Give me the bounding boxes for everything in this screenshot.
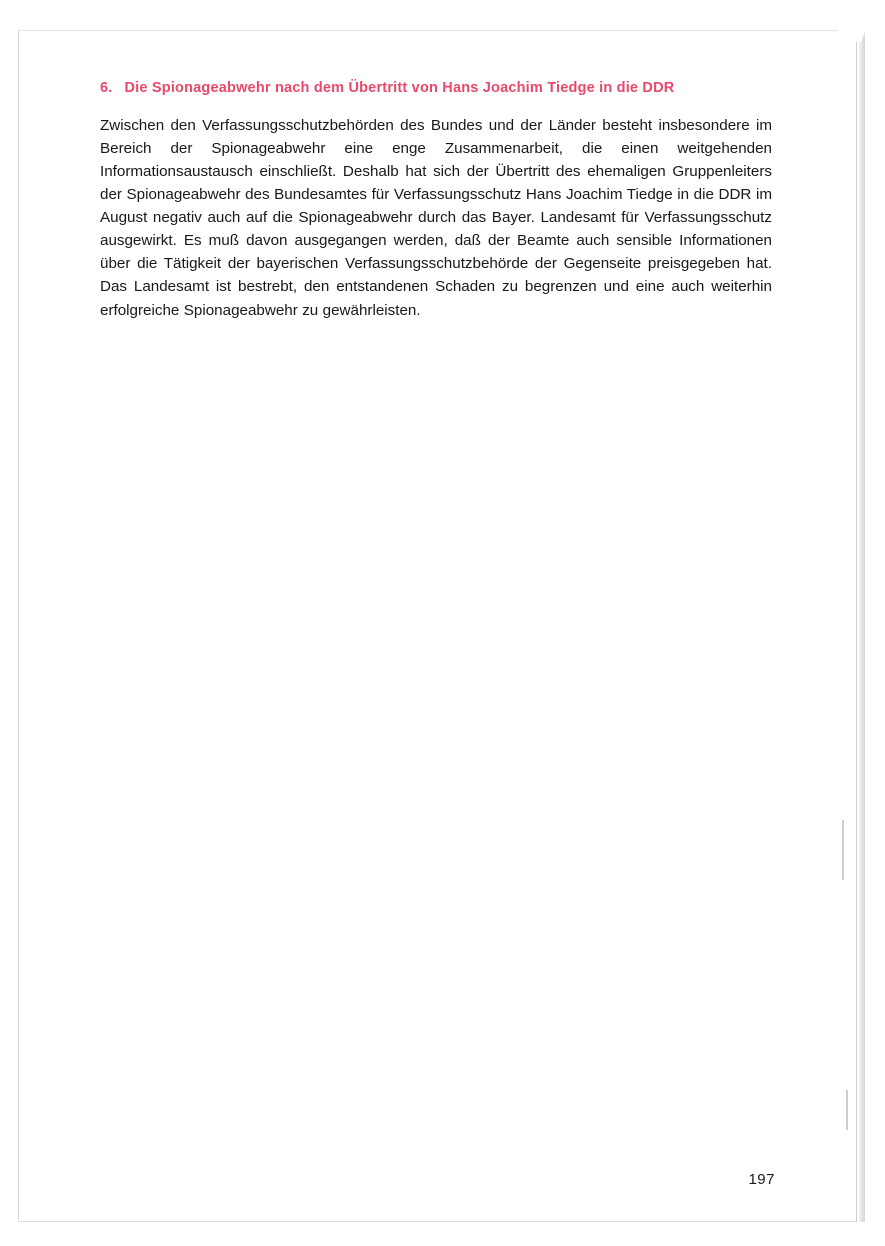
- page-edge-top: [18, 30, 856, 31]
- page-edge-bottom: [18, 1221, 856, 1222]
- page-edge-right: [856, 22, 857, 1222]
- page-edge-left: [18, 30, 19, 1220]
- section-title: Die Spionageabwehr nach dem Übertritt von Hans Joachim Tiedge in die DDR: [124, 80, 675, 96]
- page-number: 197: [748, 1171, 775, 1188]
- scan-speck: [842, 820, 844, 880]
- scan-speck: [846, 1090, 848, 1130]
- page-content: [100, 78, 772, 322]
- section-number: 6.: [100, 80, 113, 96]
- body-paragraph: Zwischen den Verfassungsschutzbehörden des Bundes und der Länder besteht insbesondere im Bereich der Spionageabwehr eine enge Zusammenarbeit, die einen weitgehenden Informationsaustausch einschließt. Deshalb hat sich der Übertritt des ehemaligen Gruppenleiters der Spionageabwehr des Bundesamtes für Verfassungsschutz Hans Joachim Tiedge in die DDR im August negativ auch auf die Spionageabwehr durch das Bayer. Landesamt für Verfassungsschutz ausgewirkt. Es muß davon ausgegangen werden, daß der Beamte auch sensible Informationen über die Tätigkeit der bayerischen Verfassungsschutzbehörde der Gegenseite preisgegeben hat. Das Landesamt ist bestrebt, den entstandenen Schaden zu begrenzen und eine auch weiterhin erfolgreiche Spionageabwehr zu gewährleisten.: [100, 116, 772, 319]
- section-heading: [100, 78, 772, 100]
- page-edge-right-shadow: [859, 22, 865, 1222]
